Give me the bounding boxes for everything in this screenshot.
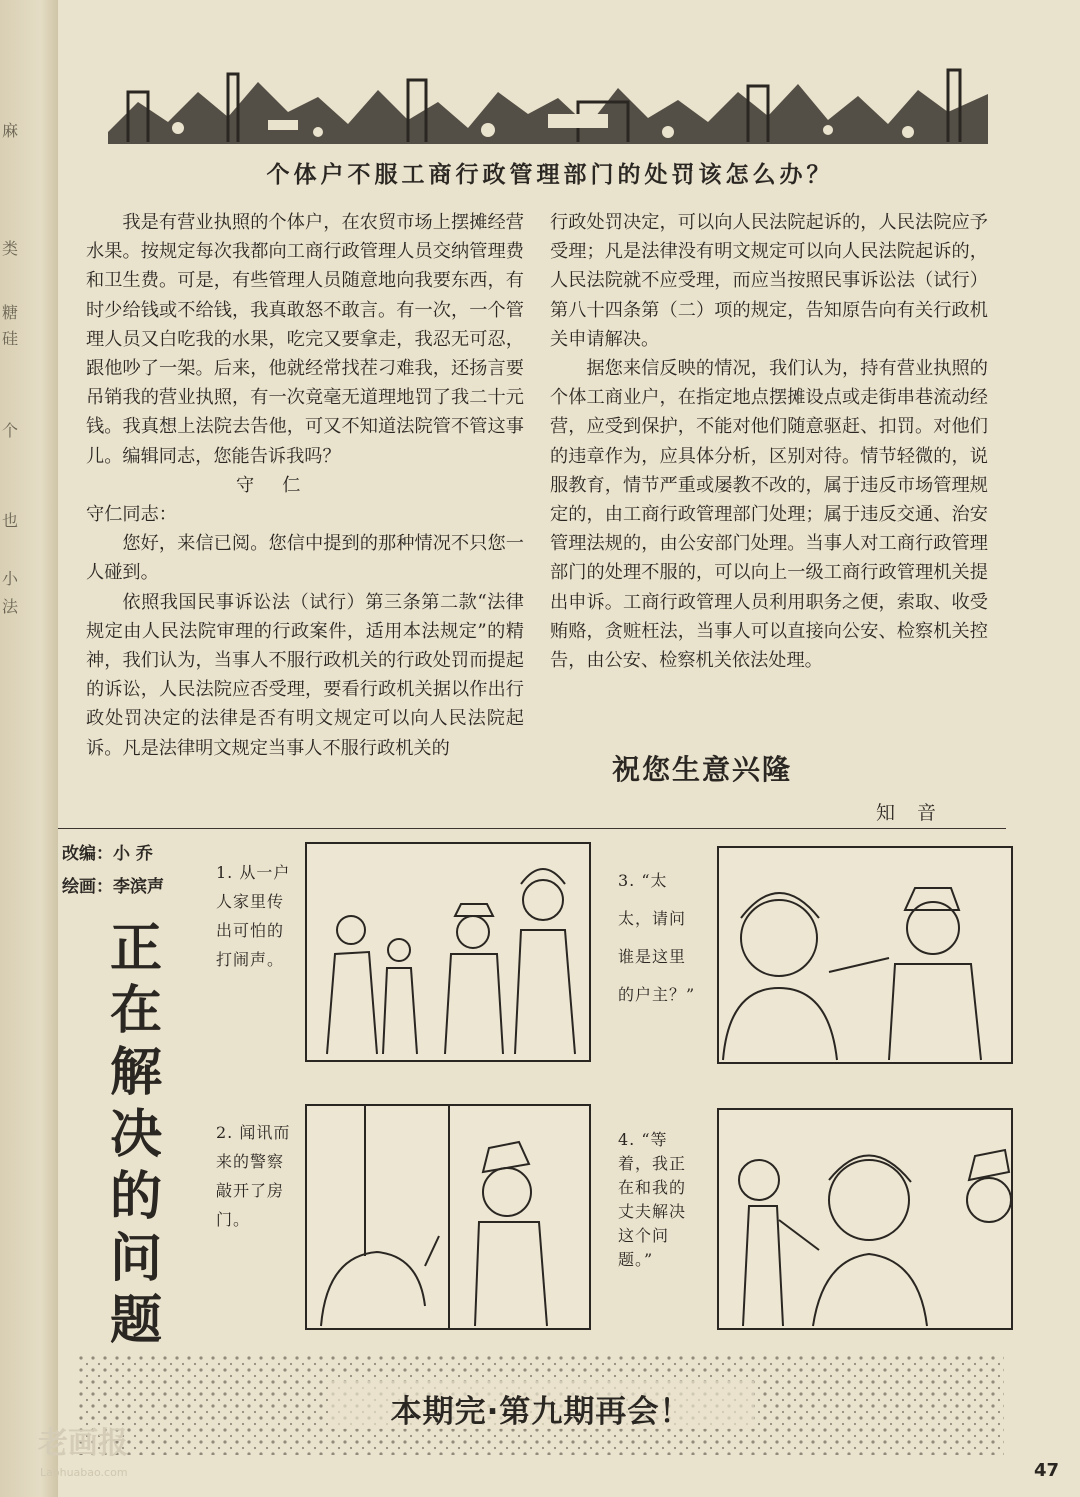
article-headline: 个体户不服工商行政管理部门的处罚该怎么办？ — [266, 162, 834, 188]
spine-char: 硅 — [2, 329, 19, 348]
panel-4-drawing — [719, 1110, 1011, 1328]
facing-page-spine — [0, 0, 58, 1497]
spine-char: 糖 — [2, 303, 19, 322]
comic-caption-2: 2. 闻讯而来的警察敲开了房门。 — [216, 1123, 291, 1229]
comic-caption-3: 3. “太太，请问谁是这里的户主？” — [618, 871, 696, 1004]
spine-char: 小 — [2, 569, 19, 588]
watermark: 老画报 — [38, 1426, 128, 1461]
comic-panel-3 — [717, 846, 1013, 1064]
text-column-left — [86, 208, 524, 763]
closing-banner-text: 本期完·第九期再会！ — [390, 1394, 692, 1430]
reply-paragraph-3: 据您来信反映的情况，我们认为，持有营业执照的个体工商业户，在指定地点摆摊设点或走街串巷流动经营，应受到保护，不能对他们随意驱赶、扣罚。对他们的违章作为，应具体分析，区别对待。情节轻微的，说服教育，情节严重或屡教不改的，属于违反市场管理规定的，由工商行政管理部门处理；属于违反交通、治安管理法规的，由公安部门处理。当事人对工商行政管理部门的处理不服的，可以向上一级工商行政管理机关提出申诉。工商行政管理人员利用职务之便，索取、收受贿赂，贪赃枉法，当事人可以直接向公安、检察机关控告，由公安、检察机关依法处理。 — [550, 358, 988, 672]
letter-signature-line — [86, 471, 524, 500]
spine-char: 类 — [2, 239, 19, 258]
spine-char: 麻 — [2, 121, 19, 140]
credit-adapt: 改编：小 乔 — [62, 844, 153, 864]
comic-panel-4 — [717, 1108, 1013, 1330]
spine-char: 法 — [2, 597, 19, 616]
reply-author: 知音 — [876, 802, 959, 824]
panel-1-drawing — [307, 844, 589, 1060]
comic-panel-1 — [305, 842, 591, 1062]
panel-2-drawing — [307, 1106, 589, 1328]
header-illustration — [108, 62, 988, 144]
reply-closing: 祝您生意兴隆 — [612, 753, 793, 786]
comic-caption-4: 4. “等着，我正在和我的丈夫解决这个问题。” — [618, 1130, 687, 1269]
reply-paragraph-2-continued: 行政处罚决定，可以向人民法院起诉的，人民法院应予受理；凡是法律没有明文规定可以向人民法院起诉的，人民法院就不应受理，而应当按照民事诉讼法（试行）第八十四条第（二）项的规定，告知原告向有关行政机关申请解决。 — [550, 212, 988, 350]
section-divider — [58, 828, 1006, 829]
reply-paragraph-2: 依照我国民事诉讼法（试行）第三条第二款“法律规定由人民法院审理的行政案件，适用本法规定”的精神，我们认为，当事人不服行政机关的行政处罚而提起的诉讼，人民法院应否受理，要看行政机关据以作出行政处罚决定的法律是否有明文规定可以向人民法院起诉。凡是法律明文规定当事人不服行政机关的 — [86, 591, 524, 759]
reply-paragraph-1: 您好，来信已阅。您信中提到的那种情况不只您一人碰到。 — [86, 533, 524, 584]
page-number: 47 — [1034, 1460, 1060, 1481]
letter-body: 我是有营业执照的个体户，在农贸市场上摆摊经营水果。按规定每次我都向工商行政管理人员交纳管理费和卫生费。可是，有些管理人员随意地向我要东西，有时少给钱或不给钱，我真敢怒不敢言。有一次，一个管理人员又白吃我的水果，吃完又要拿走，我忍无可忍，跟他吵了一架。后来，他就经常找茬刁难我，还扬言要吊销我的营业执照，有一次竟毫无道理地罚了我二十元钱。我真想上法院去告他，可又不知道法院管不管这事儿。编辑同志，您能告诉我吗？ — [86, 212, 524, 467]
spine-char: 个 — [2, 421, 19, 440]
panel-3-drawing — [719, 848, 1011, 1062]
letter-signature: 守仁 — [236, 474, 329, 496]
comic-credits — [62, 838, 164, 904]
comic-caption-1: 1. 从一户人家里传出可怕的打闹声。 — [216, 863, 291, 969]
credit-art: 绘画：李滨声 — [62, 877, 164, 897]
comic-title: 正在解决的问题 — [109, 918, 162, 1351]
text-column-right — [550, 208, 988, 675]
reply-salutation: 守仁同志： — [86, 504, 177, 526]
watermark-url: Laohuabao.com — [40, 1466, 128, 1479]
comic-panel-2 — [305, 1104, 591, 1330]
spine-char: 也 — [2, 511, 19, 530]
